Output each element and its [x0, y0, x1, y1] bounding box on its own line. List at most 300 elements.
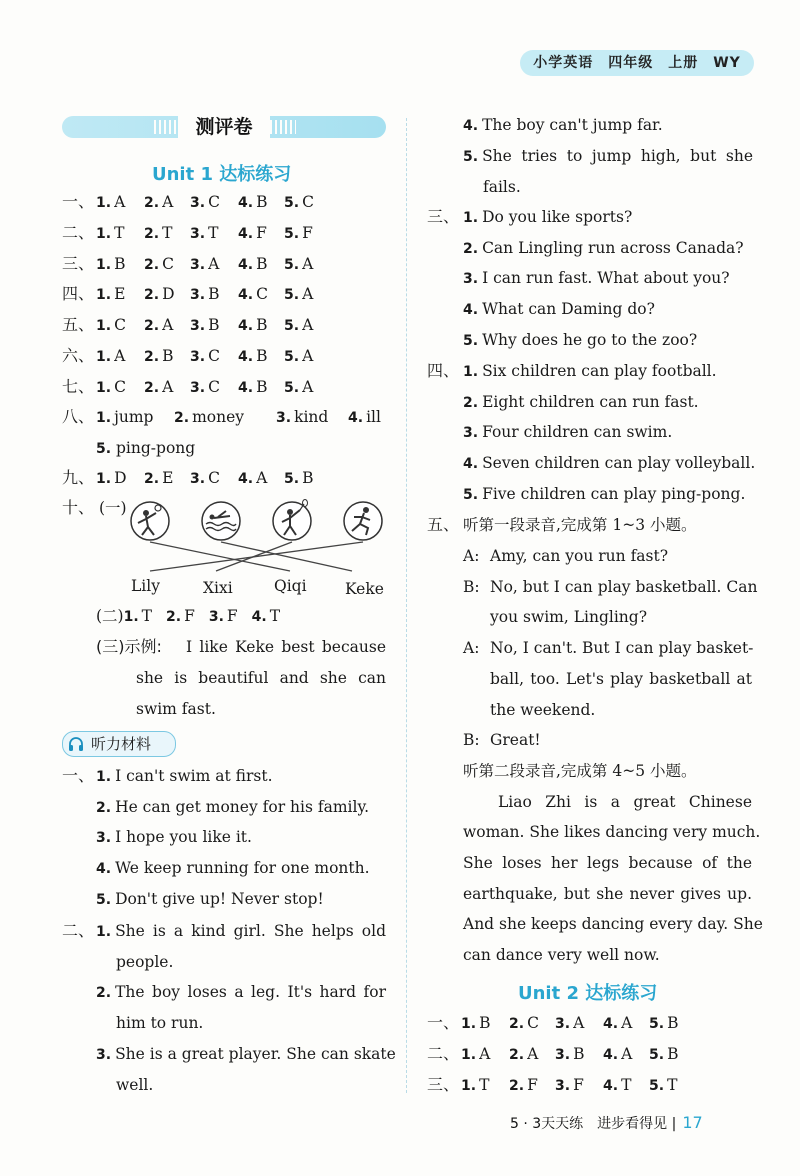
sec5-intro-1: 听第一段录音,完成第 1~3 小题。	[463, 516, 697, 534]
row-label: 一、	[62, 192, 95, 211]
passage-line: woman. She likes dancing very much.	[463, 823, 761, 842]
answer-item	[238, 191, 267, 214]
passage-line: And she keeps dancing every day. She	[463, 915, 763, 934]
item-number: 1.	[96, 256, 112, 273]
item-text: Don't give up! Never stop!	[115, 889, 324, 908]
item-number: 3.	[190, 318, 206, 335]
answer-item	[555, 1043, 584, 1066]
item-number: 2.	[144, 195, 160, 211]
item-number: 3.	[190, 379, 206, 396]
item-number: 4.	[238, 379, 254, 396]
item-answer: kind	[294, 408, 329, 426]
item-number: 4.	[463, 302, 479, 319]
numbered-line	[463, 267, 730, 290]
answer-item	[238, 345, 267, 368]
part3-line-1: I like Keke best because	[186, 638, 386, 656]
answer-item	[284, 191, 314, 214]
answer-item	[96, 314, 126, 337]
item-number: 3.	[276, 410, 292, 426]
item-answer: C	[114, 377, 126, 396]
answer-item	[144, 376, 173, 399]
dialogue-line: Great!	[490, 731, 541, 750]
item-answer: T	[479, 1075, 490, 1094]
item-number: 2.	[509, 1077, 525, 1094]
item-answer: T	[621, 1075, 632, 1094]
answer-item	[284, 467, 313, 490]
item-number: 4.	[603, 1046, 619, 1063]
item-answer: A	[573, 1014, 585, 1032]
speaker-label: A:	[463, 547, 480, 565]
item-answer: C	[527, 1014, 539, 1032]
answer-item	[509, 1012, 539, 1035]
item-answer: F	[527, 1075, 538, 1094]
numbered-line	[463, 483, 745, 506]
item-answer: D	[114, 469, 127, 487]
answer-item	[509, 1074, 538, 1097]
speaker-label: A:	[463, 639, 480, 658]
answer-item	[96, 345, 125, 368]
unit1-row-8	[62, 406, 381, 428]
item-number: 1.	[96, 195, 112, 211]
item-number: 1.	[96, 379, 112, 396]
item-text: I can run fast. What about you?	[482, 269, 730, 288]
headphones-icon	[68, 736, 84, 752]
item-answer: ping-pong	[116, 439, 196, 457]
text-line: well.	[116, 1075, 154, 1094]
answer-item	[238, 253, 267, 276]
row-label: 一、	[427, 1013, 460, 1032]
item-number: 5.	[284, 379, 300, 396]
answer-item	[238, 467, 267, 490]
answer-item	[649, 1012, 678, 1035]
item-answer: B	[479, 1014, 491, 1032]
answer-item	[238, 222, 267, 245]
header-tab: 小学英语 四年级 上册 WY	[520, 50, 754, 76]
item-answer: B	[208, 316, 220, 335]
answer-item	[238, 283, 268, 306]
item-number: 5.	[284, 471, 300, 487]
item-text: She tries to jump high, but she	[482, 147, 753, 165]
answer-item	[509, 1043, 538, 1066]
item-number: 5.	[463, 149, 479, 165]
item-answer: A	[527, 1044, 539, 1063]
item-number: 3.	[96, 830, 112, 847]
unit2-title: Unit 2 达标练习	[518, 983, 658, 1004]
numbered-line	[463, 145, 753, 168]
item-answer: A	[162, 377, 174, 396]
item-answer: F	[302, 223, 313, 242]
item-text: Six children can play football.	[482, 362, 717, 380]
item-number: 2.	[144, 471, 160, 487]
item-text: Why does he go to the zoo?	[482, 330, 698, 349]
item-number: 5.	[284, 195, 300, 211]
item-answer: C	[208, 347, 220, 365]
item-number: 3.	[463, 425, 479, 442]
unit1-row-9	[62, 467, 314, 489]
numbered-line	[463, 360, 717, 383]
item-number: 1.	[463, 364, 479, 380]
item-answer: B	[302, 469, 314, 487]
item-answer: A	[621, 1044, 633, 1063]
answer-item	[461, 1012, 490, 1035]
item-answer: B	[162, 347, 174, 365]
answer-item	[209, 607, 238, 625]
numbered-line	[96, 1043, 396, 1066]
answer-item	[190, 345, 220, 368]
item-answer: A	[208, 254, 220, 273]
item-text: Can Lingling run across Canada?	[482, 238, 744, 257]
answer-item	[190, 222, 218, 245]
answer-item	[603, 1043, 632, 1066]
item-text: Four children can swim.	[482, 423, 673, 442]
badminton-icon	[273, 500, 311, 541]
row-label: 四、	[62, 284, 95, 304]
item-answer: C	[302, 193, 314, 211]
speaker-label: B:	[463, 577, 480, 596]
name-label-3: Qiqi	[274, 577, 307, 595]
answer-item	[190, 283, 219, 306]
item-answer: A	[302, 254, 314, 273]
item-text: The boy loses a leg. It's hard for	[115, 983, 386, 1002]
item-answer: F	[226, 607, 238, 625]
item-number: 3.	[190, 471, 206, 487]
unit1-row-10	[62, 497, 127, 519]
answer-item	[96, 467, 127, 490]
item-number: 1.	[96, 410, 112, 426]
item-number: 2.	[96, 799, 112, 816]
unit1-row-8-cont	[96, 437, 195, 460]
passage-line: Liao Zhi is a great Chinese	[498, 792, 752, 811]
item-number: 3.	[190, 287, 206, 304]
item-number: 5.	[96, 441, 112, 457]
item-answer: B	[208, 285, 220, 304]
item-answer: B	[573, 1044, 585, 1063]
item-number: 4.	[238, 195, 254, 211]
item-number: 1.	[461, 1046, 477, 1063]
item-answer: A	[302, 377, 314, 396]
item-number: 5.	[96, 891, 112, 908]
answer-item	[190, 376, 220, 399]
footer-brand: 5 · 3天天练 进步看得见 |	[510, 1116, 677, 1132]
item-number: 3.	[190, 225, 206, 242]
name-label-1: Lily	[131, 577, 160, 595]
item-number: 5.	[649, 1077, 665, 1094]
item-number: 1.	[461, 1016, 477, 1032]
item-number: 4.	[603, 1077, 619, 1094]
answer-item	[96, 253, 125, 276]
part-label: (三)示例:	[96, 637, 162, 656]
item-number: 4.	[348, 410, 364, 426]
numbered-line	[96, 857, 370, 880]
item-answer: E	[114, 285, 126, 304]
answer-item	[649, 1043, 678, 1066]
item-answer: A	[621, 1014, 633, 1032]
part-label: (一)	[98, 499, 127, 517]
name-label-2: Xixi	[203, 579, 233, 597]
item-number: 4.	[238, 287, 254, 304]
item-answer: T	[269, 607, 281, 625]
text-line: him to run.	[116, 1014, 204, 1033]
item-text: I hope you like it.	[115, 828, 252, 847]
item-answer: T	[208, 223, 219, 242]
item-answer: T	[162, 223, 173, 242]
item-number: 2.	[463, 240, 479, 257]
item-text: Do you like sports?	[482, 208, 633, 226]
item-answer: B	[667, 1044, 679, 1063]
text-line: people.	[116, 952, 174, 971]
answer-item	[166, 607, 195, 625]
item-number: 2.	[144, 256, 160, 273]
numbered-line	[463, 452, 755, 475]
item-answer: B	[256, 347, 268, 365]
name-label-4: Keke	[345, 580, 384, 598]
item-answer: T	[114, 223, 125, 242]
numbered-line	[463, 298, 655, 321]
item-number: 4.	[96, 861, 112, 878]
item-answer: T	[141, 607, 153, 625]
item-number: 1.	[96, 318, 112, 335]
answer-item	[238, 376, 267, 399]
running-icon	[344, 502, 382, 540]
volleyball-icon	[131, 502, 169, 540]
item-number: 3.	[555, 1016, 571, 1032]
item-number: 5.	[284, 256, 300, 273]
answer-item	[603, 1012, 632, 1035]
answer-item	[144, 314, 173, 337]
item-number: 4.	[238, 471, 254, 487]
item-number: 3.	[555, 1077, 571, 1094]
answer-item	[284, 376, 313, 399]
row-label: 二、	[62, 222, 95, 242]
item-answer: F	[256, 223, 267, 242]
row-label: 三、	[62, 253, 95, 273]
answer-item	[124, 607, 152, 625]
row-label: 十、	[62, 498, 95, 517]
banner-stripes-left	[154, 120, 180, 134]
row-label: 五、	[62, 315, 95, 335]
item-text: She is a kind girl. She helps old	[115, 922, 386, 940]
item-number: 5.	[463, 332, 479, 349]
item-text: Seven children can play volleyball.	[482, 454, 756, 473]
item-number: 5.	[649, 1016, 665, 1032]
row-label: 九、	[62, 468, 95, 487]
answer-item	[461, 1074, 489, 1097]
numbered-line	[96, 826, 252, 849]
text-line: fails.	[483, 178, 521, 196]
answer-item	[190, 467, 220, 490]
answer-item	[96, 376, 126, 399]
listening-badge	[62, 731, 176, 757]
item-answer: A	[114, 193, 126, 211]
item-answer: B	[256, 316, 268, 335]
item-answer: E	[162, 469, 174, 487]
dialogue-line: ball, too. Let's play basketball at	[490, 669, 752, 688]
item-number: 2.	[463, 394, 479, 411]
answer-item	[96, 283, 125, 306]
section-label: 二、	[62, 921, 95, 940]
answer-item	[190, 253, 219, 276]
item-answer: T	[667, 1075, 678, 1094]
item-text: We keep running for one month.	[115, 859, 370, 878]
item-text: He can get money for his family.	[115, 797, 370, 816]
item-number: 2.	[166, 609, 182, 625]
row-label: 三、	[427, 1074, 460, 1094]
unit1-row-10-part3-label	[96, 636, 162, 658]
item-number: 1.	[96, 287, 112, 304]
numbered-line	[463, 421, 672, 444]
answer-item	[144, 467, 173, 490]
item-answer: A	[302, 285, 314, 304]
item-number: 4.	[238, 256, 254, 273]
banner-stripes-right	[270, 120, 296, 134]
answer-item	[603, 1074, 631, 1097]
item-number: 4.	[463, 456, 479, 473]
item-answer: C	[114, 316, 126, 335]
item-answer: B	[256, 377, 268, 396]
speaker-label: B:	[463, 731, 480, 750]
numbered-line	[96, 888, 324, 911]
answer-item	[555, 1012, 584, 1035]
item-number: 2.	[144, 379, 160, 396]
item-number: 4.	[238, 349, 254, 365]
answer-item	[284, 283, 313, 306]
row-label: 八、	[62, 407, 95, 426]
item-number: 3.	[190, 195, 206, 211]
item-number: 1.	[96, 769, 112, 785]
dialogue-line: you swim, Lingling?	[490, 608, 648, 627]
footer	[510, 1113, 703, 1133]
section-label: 四、	[427, 361, 460, 380]
unit1-title: Unit 1 达标练习	[152, 164, 292, 185]
item-number: 1.	[96, 924, 112, 940]
section-label: 一、	[62, 766, 95, 785]
item-answer: C	[208, 377, 220, 396]
item-number: 3.	[555, 1046, 571, 1063]
item-number: 2.	[144, 225, 160, 242]
item-answer: C	[208, 193, 220, 211]
item-number: 3.	[463, 271, 479, 288]
answer-item	[461, 1043, 490, 1066]
part3-line-3: swim fast.	[136, 700, 216, 718]
part-label: (二)	[96, 607, 124, 625]
item-number: 2.	[174, 410, 190, 426]
answer-item	[144, 222, 172, 245]
item-answer: ill	[366, 408, 381, 426]
item-number: 5.	[284, 225, 300, 242]
section-title: 测评卷	[178, 112, 270, 142]
item-answer: C	[162, 254, 174, 273]
numbered-line	[96, 796, 369, 819]
answer-item	[144, 283, 175, 306]
item-answer: F	[573, 1075, 584, 1094]
answer-item	[144, 253, 174, 276]
passage-line: can dance very well now.	[463, 946, 660, 965]
answer-item	[144, 345, 173, 368]
dialogue-line: No, I can't. But I can play basket-	[490, 639, 754, 658]
numbered-line	[96, 920, 386, 943]
answer-item	[348, 406, 381, 429]
row-label: 二、	[427, 1043, 460, 1063]
dialogue-line: No, but I can play basketball. Can	[490, 577, 758, 596]
item-answer: A	[302, 316, 314, 335]
item-text: She is a great player. She can skate	[115, 1044, 396, 1063]
item-text: The boy can't jump far.	[482, 116, 663, 134]
item-number: 1.	[96, 349, 112, 365]
answer-item	[96, 222, 124, 245]
item-number: 2.	[144, 287, 160, 304]
item-answer: A	[114, 347, 126, 365]
item-number: 3.	[190, 349, 206, 365]
item-number: 3.	[190, 256, 206, 273]
numbered-line	[463, 114, 663, 137]
section-label: 五、	[427, 515, 460, 534]
item-answer: B	[256, 254, 268, 273]
item-number: 5.	[649, 1046, 665, 1063]
item-number: 5.	[463, 486, 479, 503]
item-number: 1.	[123, 609, 139, 625]
item-number: 3.	[208, 609, 224, 625]
numbered-line	[96, 765, 273, 788]
item-answer: C	[256, 285, 268, 304]
section-label: 三、	[427, 207, 460, 226]
column-divider	[406, 118, 407, 1093]
answer-item	[284, 314, 313, 337]
item-number: 5.	[284, 349, 300, 365]
answer-item	[252, 607, 280, 625]
item-answer: B	[114, 254, 126, 273]
answer-item	[96, 191, 125, 214]
item-answer: C	[208, 469, 220, 487]
item-number: 4.	[463, 118, 479, 134]
item-text: Eight children can run fast.	[482, 392, 699, 411]
item-text: I can't swim at first.	[115, 767, 273, 785]
item-answer: A	[302, 347, 314, 365]
item-number: 5.	[284, 318, 300, 335]
numbered-line	[463, 329, 697, 352]
item-answer: B	[667, 1014, 679, 1032]
item-number: 2.	[144, 349, 160, 365]
item-answer: A	[162, 193, 174, 211]
answer-item	[649, 1074, 677, 1097]
passage-line: She loses her legs because of the	[463, 854, 752, 872]
answer-item	[555, 1074, 584, 1097]
matching-lines	[150, 542, 363, 571]
page-number: 17	[682, 1113, 703, 1132]
item-answer: A	[256, 469, 268, 487]
numbered-line	[96, 981, 386, 1004]
item-number: 1.	[96, 225, 112, 242]
answer-item	[284, 253, 313, 276]
dialogue-line: the weekend.	[490, 700, 596, 719]
answer-item	[96, 406, 153, 429]
sec5-intro-2: 听第二段录音,完成第 4~5 小题。	[463, 761, 697, 780]
answer-item	[238, 314, 267, 337]
item-number: 4.	[238, 225, 254, 242]
part3-line-2: she is beautiful and she can	[136, 669, 386, 687]
item-answer: A	[479, 1044, 491, 1063]
answer-item	[190, 314, 219, 337]
answer-item	[284, 345, 313, 368]
numbered-line	[463, 206, 632, 229]
item-number: 1.	[96, 471, 112, 487]
item-number: 4.	[238, 318, 254, 335]
item-number: 2.	[144, 318, 160, 335]
item-number: 5.	[284, 287, 300, 304]
numbered-line	[463, 391, 699, 414]
item-answer: D	[162, 285, 175, 304]
item-number: 2.	[509, 1046, 525, 1063]
item-number: 4.	[603, 1016, 619, 1032]
